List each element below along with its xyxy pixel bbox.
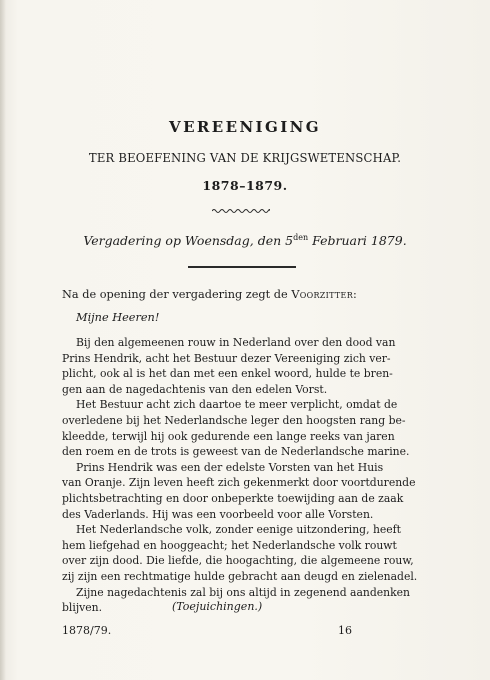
text-line: plichtsbetrachting en door onbeperkte toewijding aan de zaak [62,491,404,505]
text-line: van Oranje. Zijn leven heeft zich gekenmerkt door voortdurende [62,476,416,490]
meeting-date-line [0,233,490,248]
intro-end: : [353,288,357,301]
document-years: 1878–1879. [202,178,288,193]
page-edge-shadow [0,0,6,680]
text-line: Het Bestuur acht zich daartoe te meer verplicht, omdat de [76,398,398,412]
speech-body [62,335,418,616]
speaker-name: Voorzitter [291,288,354,301]
text-line: hem liefgehad en hooggeacht; het Nederlandsche volk rouwt [62,538,397,552]
applause-note: (Toejuichingen.) [172,600,263,613]
text-line: plicht, ook al is het dan met een enkel woord, hulde te bren- [62,367,393,381]
text-line: gen aan de nagedachtenis van den edelen Vorst. [62,382,328,396]
text-line: over zijn dood. Die liefde, die hoogachting, die algemeene rouw, [62,554,414,568]
salutation: Mijne Heeren! [76,311,160,324]
page-number: 16 [338,624,352,637]
text-line: kleedde, terwijl hij ook gedurende een lange reeks van jaren [62,429,395,443]
text-line: overledene bij het Nederlandsche leger den hoogsten rang be- [62,413,406,427]
document-subtitle: TER BEOEFENING VAN DE KRIJGSWETENSCHAP. [88,150,402,165]
meeting-sup: den [293,233,309,242]
meeting-prefix: Vergadering op Woensdag, den 5 [83,233,294,249]
meeting-suffix: Februari 1879. [308,233,407,249]
text-line: Het Nederlandsche volk, zonder eenige uitzondering, heeft [76,523,402,537]
horizontal-rule [188,266,296,268]
text-line: Zijne nagedachtenis zal bij ons altijd in zegenend aandenken [76,585,411,599]
wavy-divider [212,208,270,214]
document-title: VEREENIGING [169,118,321,136]
text-line: des Vaderlands. Hij was een voorbeeld voor alle Vorsten. [62,507,374,521]
intro-text: Na de opening der vergadering zegt de [62,288,292,301]
text-line: Bij den algemeenen rouw in Nederland over den dood van [76,336,396,349]
intro-line [62,288,357,301]
text-line: zij zijn een rechtmatige hulde gebracht aan deugd en zielenadel. [62,569,418,583]
footer-volume: 1878/79. [62,624,112,637]
text-line: Prins Hendrik, acht het Bestuur dezer Vereeniging zich ver- [62,351,391,365]
text-line: blijven. [62,601,103,615]
text-line: den roem en de trots is geweest van de Nederlandsche marine. [62,445,410,459]
text-line: Prins Hendrik was een der edelste Vorsten van het Huis [76,460,384,474]
